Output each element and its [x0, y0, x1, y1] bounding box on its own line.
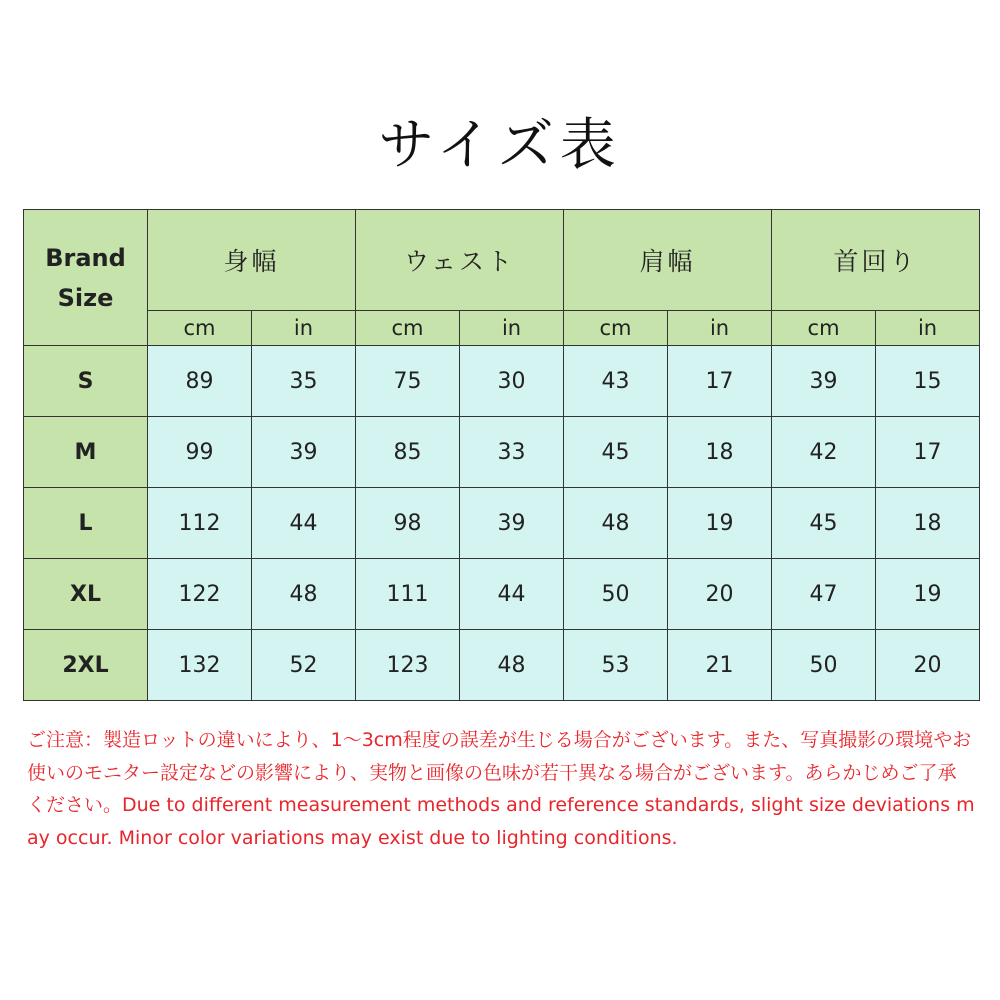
- value-cell: 17: [876, 417, 980, 488]
- value-cell: 48: [564, 488, 668, 559]
- value-cell: 132: [148, 630, 252, 701]
- header-neck: 首回り: [772, 210, 980, 311]
- value-cell: 89: [148, 346, 252, 417]
- value-cell: 21: [668, 630, 772, 701]
- value-cell: 39: [460, 488, 564, 559]
- value-cell: 18: [668, 417, 772, 488]
- header-shoulder-width: 肩幅: [564, 210, 772, 311]
- value-cell: 45: [564, 417, 668, 488]
- value-cell: 33: [460, 417, 564, 488]
- size-cell: XL: [24, 559, 148, 630]
- value-cell: 99: [148, 417, 252, 488]
- header-waist: ウェスト: [356, 210, 564, 311]
- table-row: [24, 630, 980, 701]
- size-cell: 2XL: [24, 630, 148, 701]
- value-cell: 20: [668, 559, 772, 630]
- value-cell: 48: [252, 559, 356, 630]
- unit-cm: cm: [564, 311, 668, 346]
- value-cell: 15: [876, 346, 980, 417]
- value-cell: 52: [252, 630, 356, 701]
- unit-row: [24, 311, 980, 346]
- value-cell: 19: [876, 559, 980, 630]
- value-cell: 44: [252, 488, 356, 559]
- brand-size-header: [24, 210, 148, 346]
- value-cell: 19: [668, 488, 772, 559]
- table-row: [24, 346, 980, 417]
- value-cell: 53: [564, 630, 668, 701]
- value-cell: 30: [460, 346, 564, 417]
- table-row: [24, 559, 980, 630]
- header-row: [24, 210, 980, 311]
- value-cell: 43: [564, 346, 668, 417]
- unit-cm: cm: [772, 311, 876, 346]
- value-cell: 111: [356, 559, 460, 630]
- value-cell: 44: [460, 559, 564, 630]
- unit-in: in: [460, 311, 564, 346]
- value-cell: 85: [356, 417, 460, 488]
- value-cell: 75: [356, 346, 460, 417]
- value-cell: 20: [876, 630, 980, 701]
- page-title: サイズ表: [378, 113, 622, 178]
- value-cell: 50: [564, 559, 668, 630]
- value-cell: 48: [460, 630, 564, 701]
- unit-in: in: [252, 311, 356, 346]
- value-cell: 45: [772, 488, 876, 559]
- table-row: [24, 417, 980, 488]
- value-cell: 35: [252, 346, 356, 417]
- value-cell: 122: [148, 559, 252, 630]
- value-cell: 18: [876, 488, 980, 559]
- value-cell: 50: [772, 630, 876, 701]
- disclaimer-note: ご注意：製造ロットの違いにより、1～3cm程度の誤差が生じる場合がございます。また、写真撮影の環境やお使いのモニター設定などの影響により、実物と画像の色味が若干異なる場合がございます。あらかじめご了承ください。Due to different measurement methods and reference standards, slight size deviations may occur. Minor color variations may exist due to lighting conditions.: [27, 729, 975, 849]
- unit-cm: cm: [148, 311, 252, 346]
- header-chest-width: 身幅: [148, 210, 356, 311]
- size-label: Size: [57, 283, 114, 312]
- unit-cm: cm: [356, 311, 460, 346]
- unit-in: in: [668, 311, 772, 346]
- table-row: [24, 488, 980, 559]
- value-cell: 112: [148, 488, 252, 559]
- value-cell: 123: [356, 630, 460, 701]
- size-table: [23, 209, 980, 701]
- value-cell: 47: [772, 559, 876, 630]
- value-cell: 39: [252, 417, 356, 488]
- size-cell: S: [24, 346, 148, 417]
- unit-in: in: [876, 311, 980, 346]
- size-cell: M: [24, 417, 148, 488]
- value-cell: 39: [772, 346, 876, 417]
- brand-label: Brand: [45, 243, 126, 272]
- value-cell: 17: [668, 346, 772, 417]
- value-cell: 42: [772, 417, 876, 488]
- size-cell: L: [24, 488, 148, 559]
- value-cell: 98: [356, 488, 460, 559]
